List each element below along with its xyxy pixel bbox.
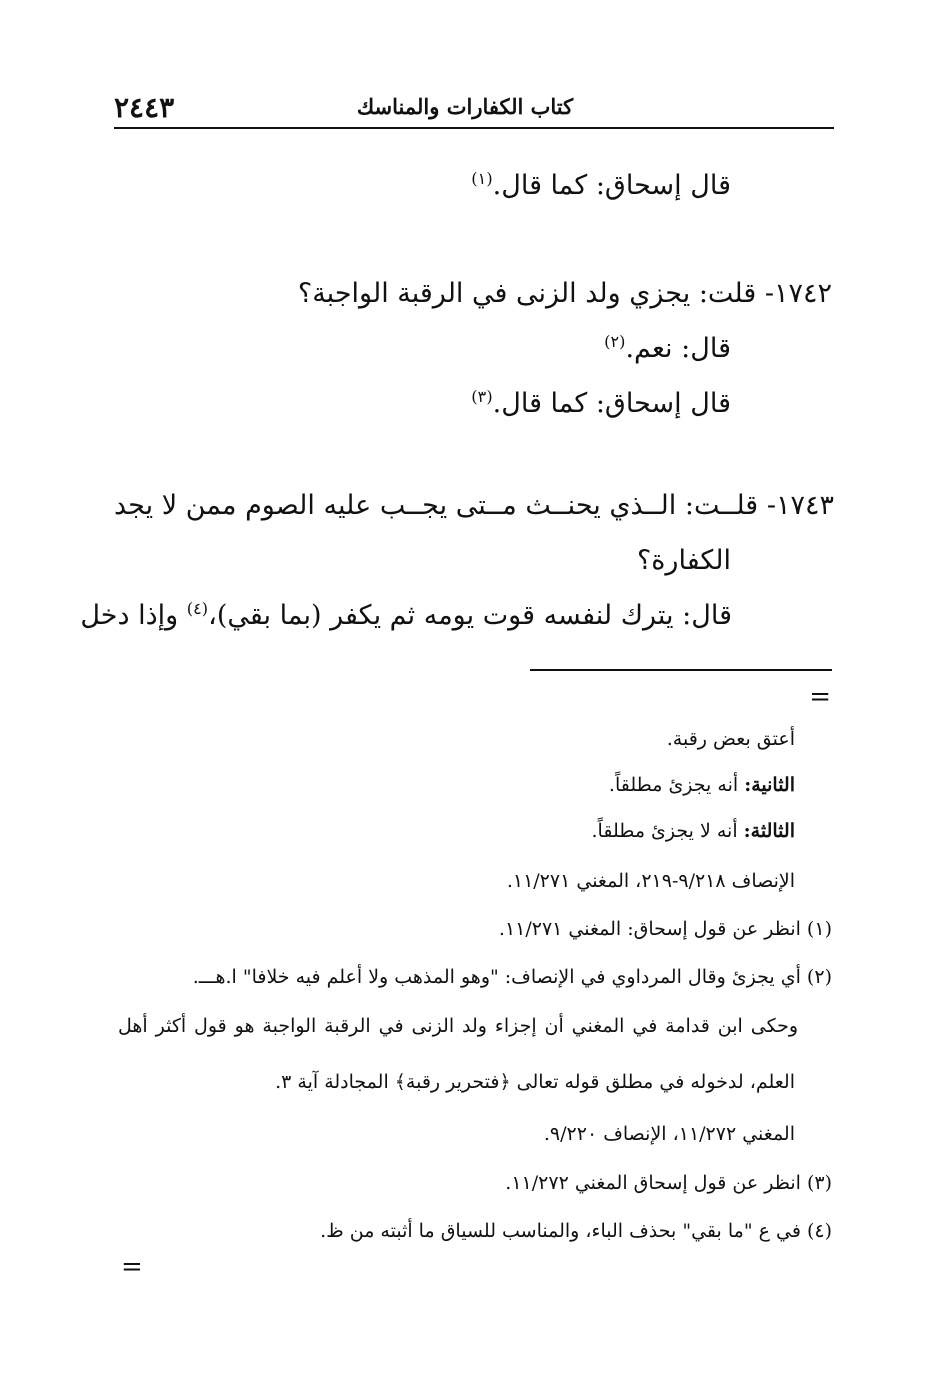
footnote-line-1: أعتق بعض رقبة. (666, 728, 795, 750)
footnote-line-2: الثانية: أنه يجزئ مطلقاً. (608, 774, 795, 796)
footnote-2-cont-1: وحكى ابن قدامة في المغني أن إجزاء ولد الزنى في الرقبة الواجبة هو قول أكثر أهل (118, 1015, 798, 1037)
footnote-ref-4: (٤) (186, 599, 209, 618)
main-line-7: قال: يترك لنفسه قوت يومه ثم يكفر (بما بقي)،$^{(٤)}$ وإذا دخل (80, 599, 732, 631)
main-line-2: ١٧٤٢- قلت: يجزي ولد الزنى في الرقبة الواجبة؟ (297, 278, 832, 309)
footnote-2: (٢) أي يجزئ وقال المرداوي في الإنصاف: "وهو المذهب ولا أعلم فيه خلافا" ا.هـــ. (192, 966, 832, 988)
footnote-2-cont-3: المغني ١١/٢٧٢، الإنصاف ٩/٢٢٠. (543, 1123, 795, 1145)
footnote-separator (530, 669, 832, 671)
main-line-4: قال إسحاق: كما قال.$^{(٣)}$ (471, 387, 731, 419)
main-line-3: قال: نعم.$^{(٢)}$ (604, 332, 731, 364)
footnote-2-cont-2: العلم، لدخوله في مطلق قوله تعالى ﴿فتحرير رقبة﴾ المجادلة آية ٣. (275, 1071, 795, 1093)
page-number: ٢٤٤٣ (114, 91, 175, 124)
main-line-1: قال إسحاق: كما قال.$^{(١)}$ (471, 169, 731, 201)
continuation-mark: = (809, 682, 831, 712)
footnote-ref-2: (٢) (604, 332, 626, 351)
footnote-line-4: الإنصاف ٩/٢١٨-٢١٩، المغني ١١/٢٧١. (506, 870, 795, 892)
header-rule (114, 127, 834, 129)
footnote-4: (٤) في ع "ما بقي" بحذف الباء، والمناسب للسياق ما أثبته من ظ. (320, 1220, 832, 1242)
main-line-6: الكفارة؟ (636, 545, 731, 576)
footnote-1: (١) انظر عن قول إسحاق: المغني ١١/٢٧١. (498, 918, 832, 940)
main-line-5: ١٧٤٣- قلــت: الــذي يحنــث مــتى يجــب عليه الصوم ممن لا يجد (114, 490, 834, 521)
running-title: كتاب الكفارات والمناسك (356, 94, 574, 119)
footnote-3: (٣) انظر عن قول إسحاق المغني ١١/٢٧٢. (505, 1172, 832, 1194)
end-mark: = (121, 1252, 143, 1282)
footnote-line-3: الثالثة: أنه لا يجزئ مطلقاً. (591, 820, 795, 842)
footnote-ref-1: (١) (471, 169, 493, 188)
footnote-ref-3: (٣) (471, 387, 493, 406)
